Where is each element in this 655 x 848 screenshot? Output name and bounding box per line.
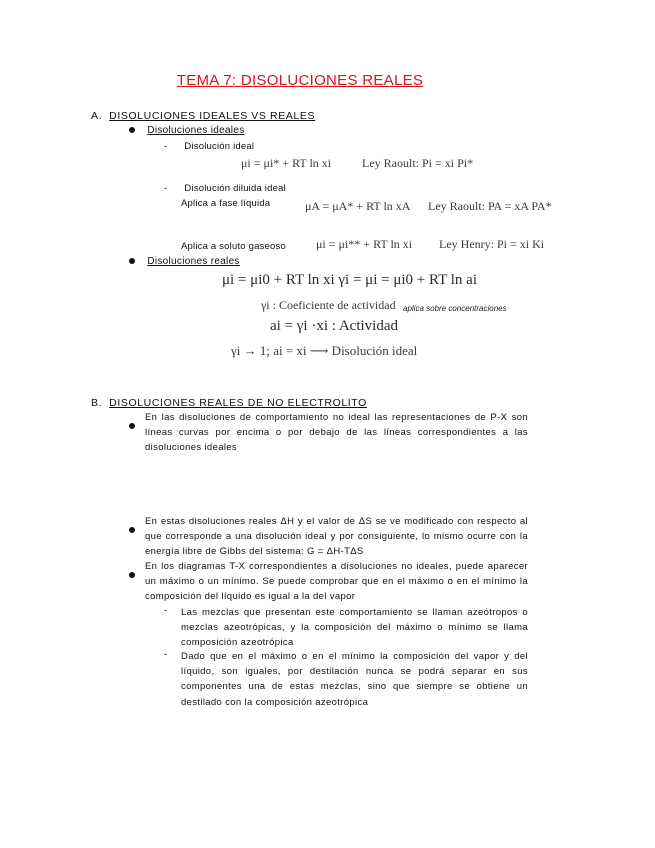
- henry-law: Ley Henry: Pi = xi Ki: [439, 237, 545, 251]
- bullet-reales: [129, 256, 240, 267]
- section-b-heading: [91, 397, 367, 409]
- bullet-ideales: [129, 125, 245, 136]
- section-b-letter: B.: [91, 397, 103, 409]
- sub-azeotropos: Las mezclas que presentan este comportamiento se llaman azeótropos o mezclas azeotrópicas, y la composición del máximo o mínimo se llama composición azeotrópica: [181, 607, 528, 649]
- bullet-tx-diagrams: En los diagramas T-X correspondientes a disoluciones no ideales, puede aparecer un máximo o un mínimo. Se puede comprobar que en el máximo o en el mínimo la composición del líquido es igual a la del vapor: [145, 561, 528, 603]
- gamma-note: aplica sobre concentraciones: [403, 304, 507, 313]
- diluida-formula: μA = μA* + RT ln xA: [305, 199, 411, 213]
- ideal-limit-formula: γi → 1; ai = xi ⟶ Disolución ideal: [231, 343, 418, 358]
- dash-icon: -: [164, 605, 168, 616]
- sub-diluida-label: Disolución diluida ideal: [184, 183, 286, 194]
- dash-icon: -: [164, 649, 168, 660]
- sub-destilacion: Dado que en el máximo o en el mínimo la composición del vapor y del líquido, son iguales, por destilación nunca se podrá separar en sus componentes una de estas mezclas, sino que siempre se obtiene un destilado con la composición azeotrópica: [181, 651, 528, 708]
- raoult-law-a: Ley Raoult: PA = xA PA*: [428, 199, 552, 213]
- section-a-letter: A.: [91, 110, 103, 122]
- ideales-label: Disoluciones ideales: [147, 125, 245, 136]
- real-chemical-potential: μi = μi0 + RT ln xi γi = μi = μi0 + RT ln ai: [222, 272, 477, 288]
- section-b-title: DISOLUCIONES REALES DE NO ELECTROLITO: [109, 397, 367, 409]
- fase-liquida-text: Aplica a fase líquida: [181, 198, 271, 209]
- dash-icon: -: [164, 141, 168, 152]
- reales-label: Disoluciones reales: [147, 256, 240, 267]
- raoult-law: Ley Raoult: Pi = xi Pi*: [362, 156, 474, 170]
- section-a-heading: [91, 110, 315, 122]
- gamma-description: γi : Coeficiente de actividad: [261, 298, 396, 312]
- bullet-gibbs: En estas disoluciones reales ΔH y el valor de ΔS se ve modificado con respecto al que corresponde a una disolución ideal y por consiguiente, lo mismo ocurre con la energía libre de Gibbs del sistema: G = ΔH-TΔS: [145, 516, 528, 558]
- sub-diluida: [164, 183, 286, 194]
- soluto-gaseoso-text: Aplica a soluto gaseoso: [181, 241, 286, 252]
- sub-ideal-label: Disolución ideal: [184, 141, 255, 152]
- activity-formula: ai = γi ·xi : Actividad: [270, 318, 398, 334]
- page-title: TEMA 7: DISOLUCIONES REALES: [176, 72, 424, 89]
- sub-ideal: [164, 141, 254, 152]
- dash-icon: -: [164, 183, 168, 194]
- bullet-dot-icon: [129, 127, 135, 133]
- bullet-pv-curves: En las disoluciones de comportamiento no ideal las representaciones de P-X son líneas curvas por encima o por debajo de las líneas correspondientes a las disoluciones ideales: [145, 412, 528, 454]
- henry-formula: μi = μi** + RT ln xi: [316, 237, 413, 251]
- bullet-dot-icon: [129, 258, 135, 264]
- bullet-dot-icon: [129, 416, 135, 434]
- section-a-title: DISOLUCIONES IDEALES VS REALES: [109, 110, 316, 122]
- bullet-dot-icon: [129, 565, 135, 583]
- bullet-dot-icon: [129, 520, 135, 538]
- ideal-formula: μi = μi* + RT ln xi: [241, 156, 332, 170]
